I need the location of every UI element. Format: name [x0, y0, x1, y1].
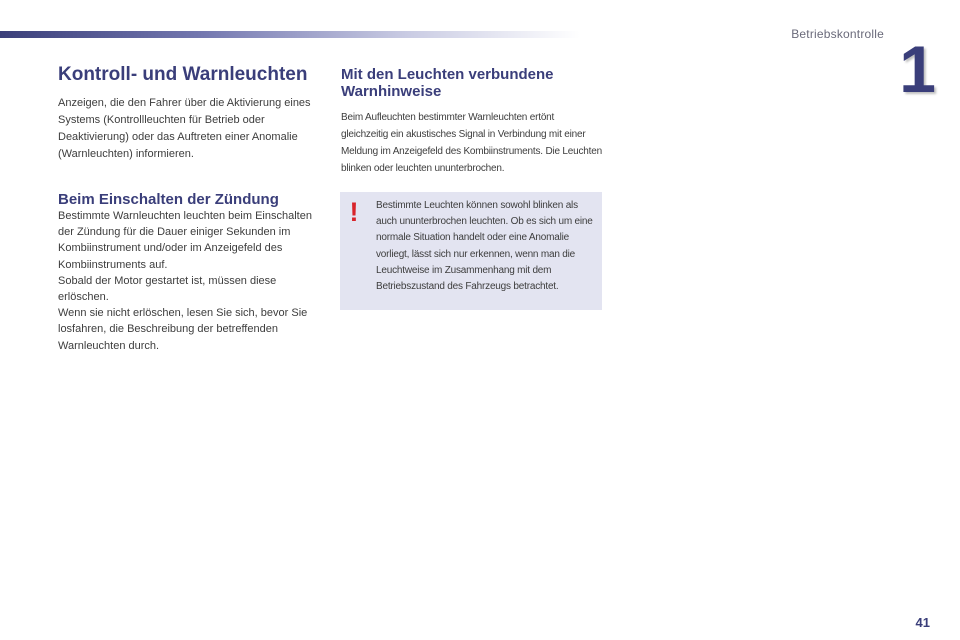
ignition-paragraph-1: Bestimmte Warnleuchten leuchten beim Einschalten der Zündung für die Dauer einiger Sekunden im Kombiinstrument und/oder im Anzeigefeld des Kombiinstruments auf. [58, 210, 312, 271]
warnings-heading: Mit den Leuchten verbundene Warnhinweise [341, 66, 554, 100]
warning-note-text: Bestimmte Leuchten können sowohl blinken als auch ununterbrochen leuchten. Ob es sich um eine normale Situation handelt oder eine Anomalie vorliegt, lässt sich nur erkennen, wenn man die Leuchtweise im Zusammenhang mit dem Betriebszustand des Fahrzeugs betrachtet. [376, 200, 593, 293]
left-column [58, 64, 320, 163]
ignition-text [58, 208, 320, 354]
right-column [341, 66, 603, 177]
ignition-paragraph-3: Wenn sie nicht erlöschen, lesen Sie sich, bevor Sie losfahren, die Beschreibung der betreffenden Warnleuchten durch. [58, 307, 308, 352]
page-number: 41 [915, 615, 930, 630]
ignition-heading: Beim Einschalten der Zündung [58, 191, 279, 208]
intro-paragraph: Anzeigen, die den Fahrer über die Aktivierung eines Systems (Kontrollleuchten für Betrieb oder Deaktivierung) oder das Auftreten einer Anomalie (Warnleuchten) informieren. [58, 97, 311, 160]
chapter-number: 1 [899, 32, 936, 106]
ignition-paragraph-2: Sobald der Motor gestartet ist, müssen diese erlöschen. [58, 274, 277, 304]
exclamation-icon: ! [349, 197, 359, 227]
page-title: Kontroll- und Warnleuchten [58, 64, 308, 85]
section-title: Betriebskontrolle [791, 27, 884, 41]
ignition-section [58, 191, 320, 208]
warning-note-box [340, 192, 602, 310]
header-gradient-bar [0, 31, 580, 38]
warnings-paragraph: Beim Aufleuchten bestimmter Warnleuchten ertönt gleichzeitig ein akustisches Signal in Verbindung mit einer Meldung im Anzeigefeld des Kombiinstruments. Die Leuchten blinken oder leuchten ununterbrochen. [341, 112, 602, 174]
